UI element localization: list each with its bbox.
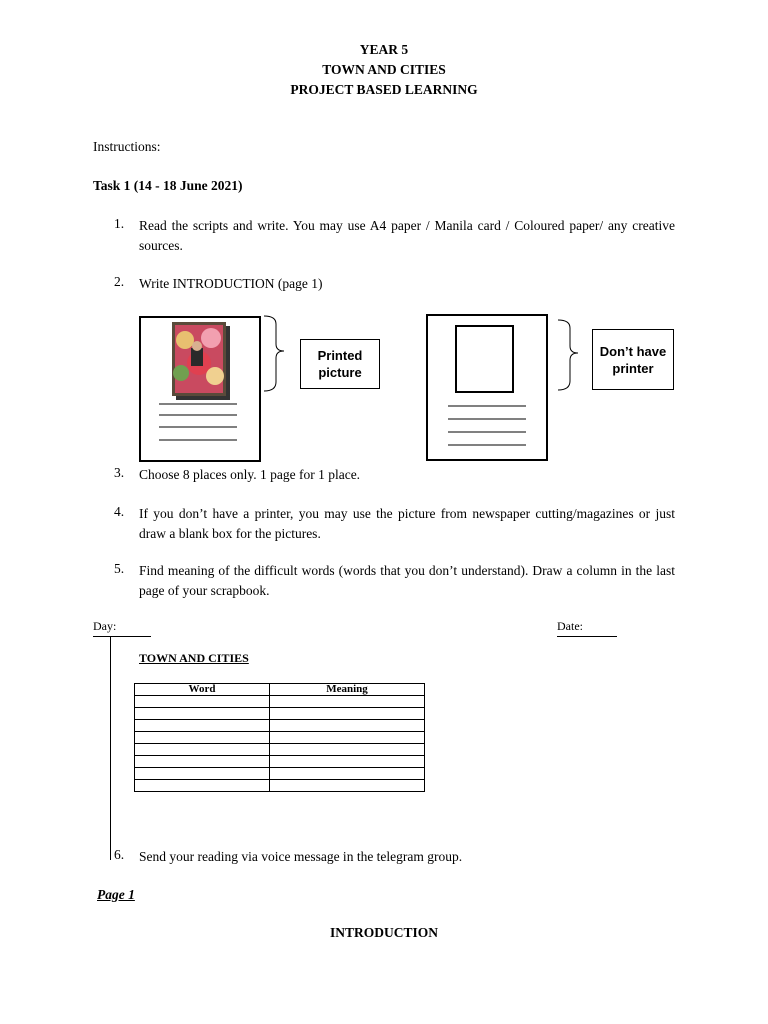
column-header-word: Word (135, 684, 270, 696)
word-cell (135, 768, 270, 780)
title-year: YEAR 5 (359, 42, 409, 57)
meaning-cell (270, 708, 425, 720)
meaning-cell (270, 732, 425, 744)
table-row (135, 780, 425, 792)
day-line (93, 636, 151, 637)
meaning-cell (270, 756, 425, 768)
date-line (557, 636, 617, 637)
item-number: 5. (114, 561, 125, 576)
word-cell (135, 732, 270, 744)
table-row (135, 768, 425, 780)
word-cell (135, 708, 270, 720)
item-text: Send your reading via voice message in the telegram group. (139, 849, 463, 864)
table-row (135, 744, 425, 756)
item-number: 1. (114, 216, 125, 231)
item-number: 6. (114, 847, 125, 862)
column-header-meaning: Meaning (270, 684, 425, 696)
page-label: Page 1 (97, 887, 135, 902)
item-text: Write INTRODUCTION (page 1) (139, 276, 323, 291)
meaning-cell (270, 780, 425, 792)
printed-photo-icon (141, 318, 259, 460)
word-cell (135, 696, 270, 708)
table-row (135, 732, 425, 744)
title-project: PROJECT BASED LEARNING (290, 82, 478, 97)
instructions-label: Instructions: (93, 139, 161, 154)
table-row (135, 708, 425, 720)
item-text: If you don’t have a printer, you may use the picture from newspaper cutting/magazines or just draw a blank box for the pictures. (139, 506, 675, 541)
word-cell (135, 780, 270, 792)
item-text: Find meaning of the difficult words (words that you don’t understand). Draw a column in the last page of your scrapbook. (139, 563, 675, 598)
item-number: 2. (114, 274, 125, 289)
vocabulary-table (134, 683, 425, 792)
item-number: 4. (114, 504, 125, 519)
item-text: Choose 8 places only. 1 page for 1 place. (139, 467, 361, 482)
word-cell (135, 756, 270, 768)
no-printer-callout: Don’t have printer (592, 329, 674, 390)
word-cell (135, 744, 270, 756)
table-row (135, 696, 425, 708)
table-row (135, 756, 425, 768)
table-row (135, 720, 425, 732)
meaning-cell (270, 744, 425, 756)
meaning-cell (270, 696, 425, 708)
page-sketch-printed (139, 316, 261, 462)
meaning-cell (270, 720, 425, 732)
task-heading: Task 1 (14 - 18 June 2021) (93, 178, 243, 193)
page-sketch-blank (426, 314, 548, 461)
brace-icon (556, 318, 580, 392)
printed-picture-callout: Printed picture (300, 339, 380, 389)
brace-icon (262, 314, 286, 394)
margin-line (110, 636, 111, 860)
section-title: INTRODUCTION (329, 925, 438, 940)
form-title: TOWN AND CITIES (139, 651, 249, 665)
item-number: 3. (114, 465, 125, 480)
day-label: Day: (93, 619, 117, 633)
meaning-cell (270, 768, 425, 780)
item-text: Read the scripts and write. You may use A4 paper / Manila card / Coloured paper/ any creative sources. (139, 218, 675, 253)
title-topic: TOWN AND CITIES (322, 62, 446, 77)
date-label: Date: (557, 619, 583, 633)
blank-box-icon (428, 316, 546, 459)
word-cell (135, 720, 270, 732)
